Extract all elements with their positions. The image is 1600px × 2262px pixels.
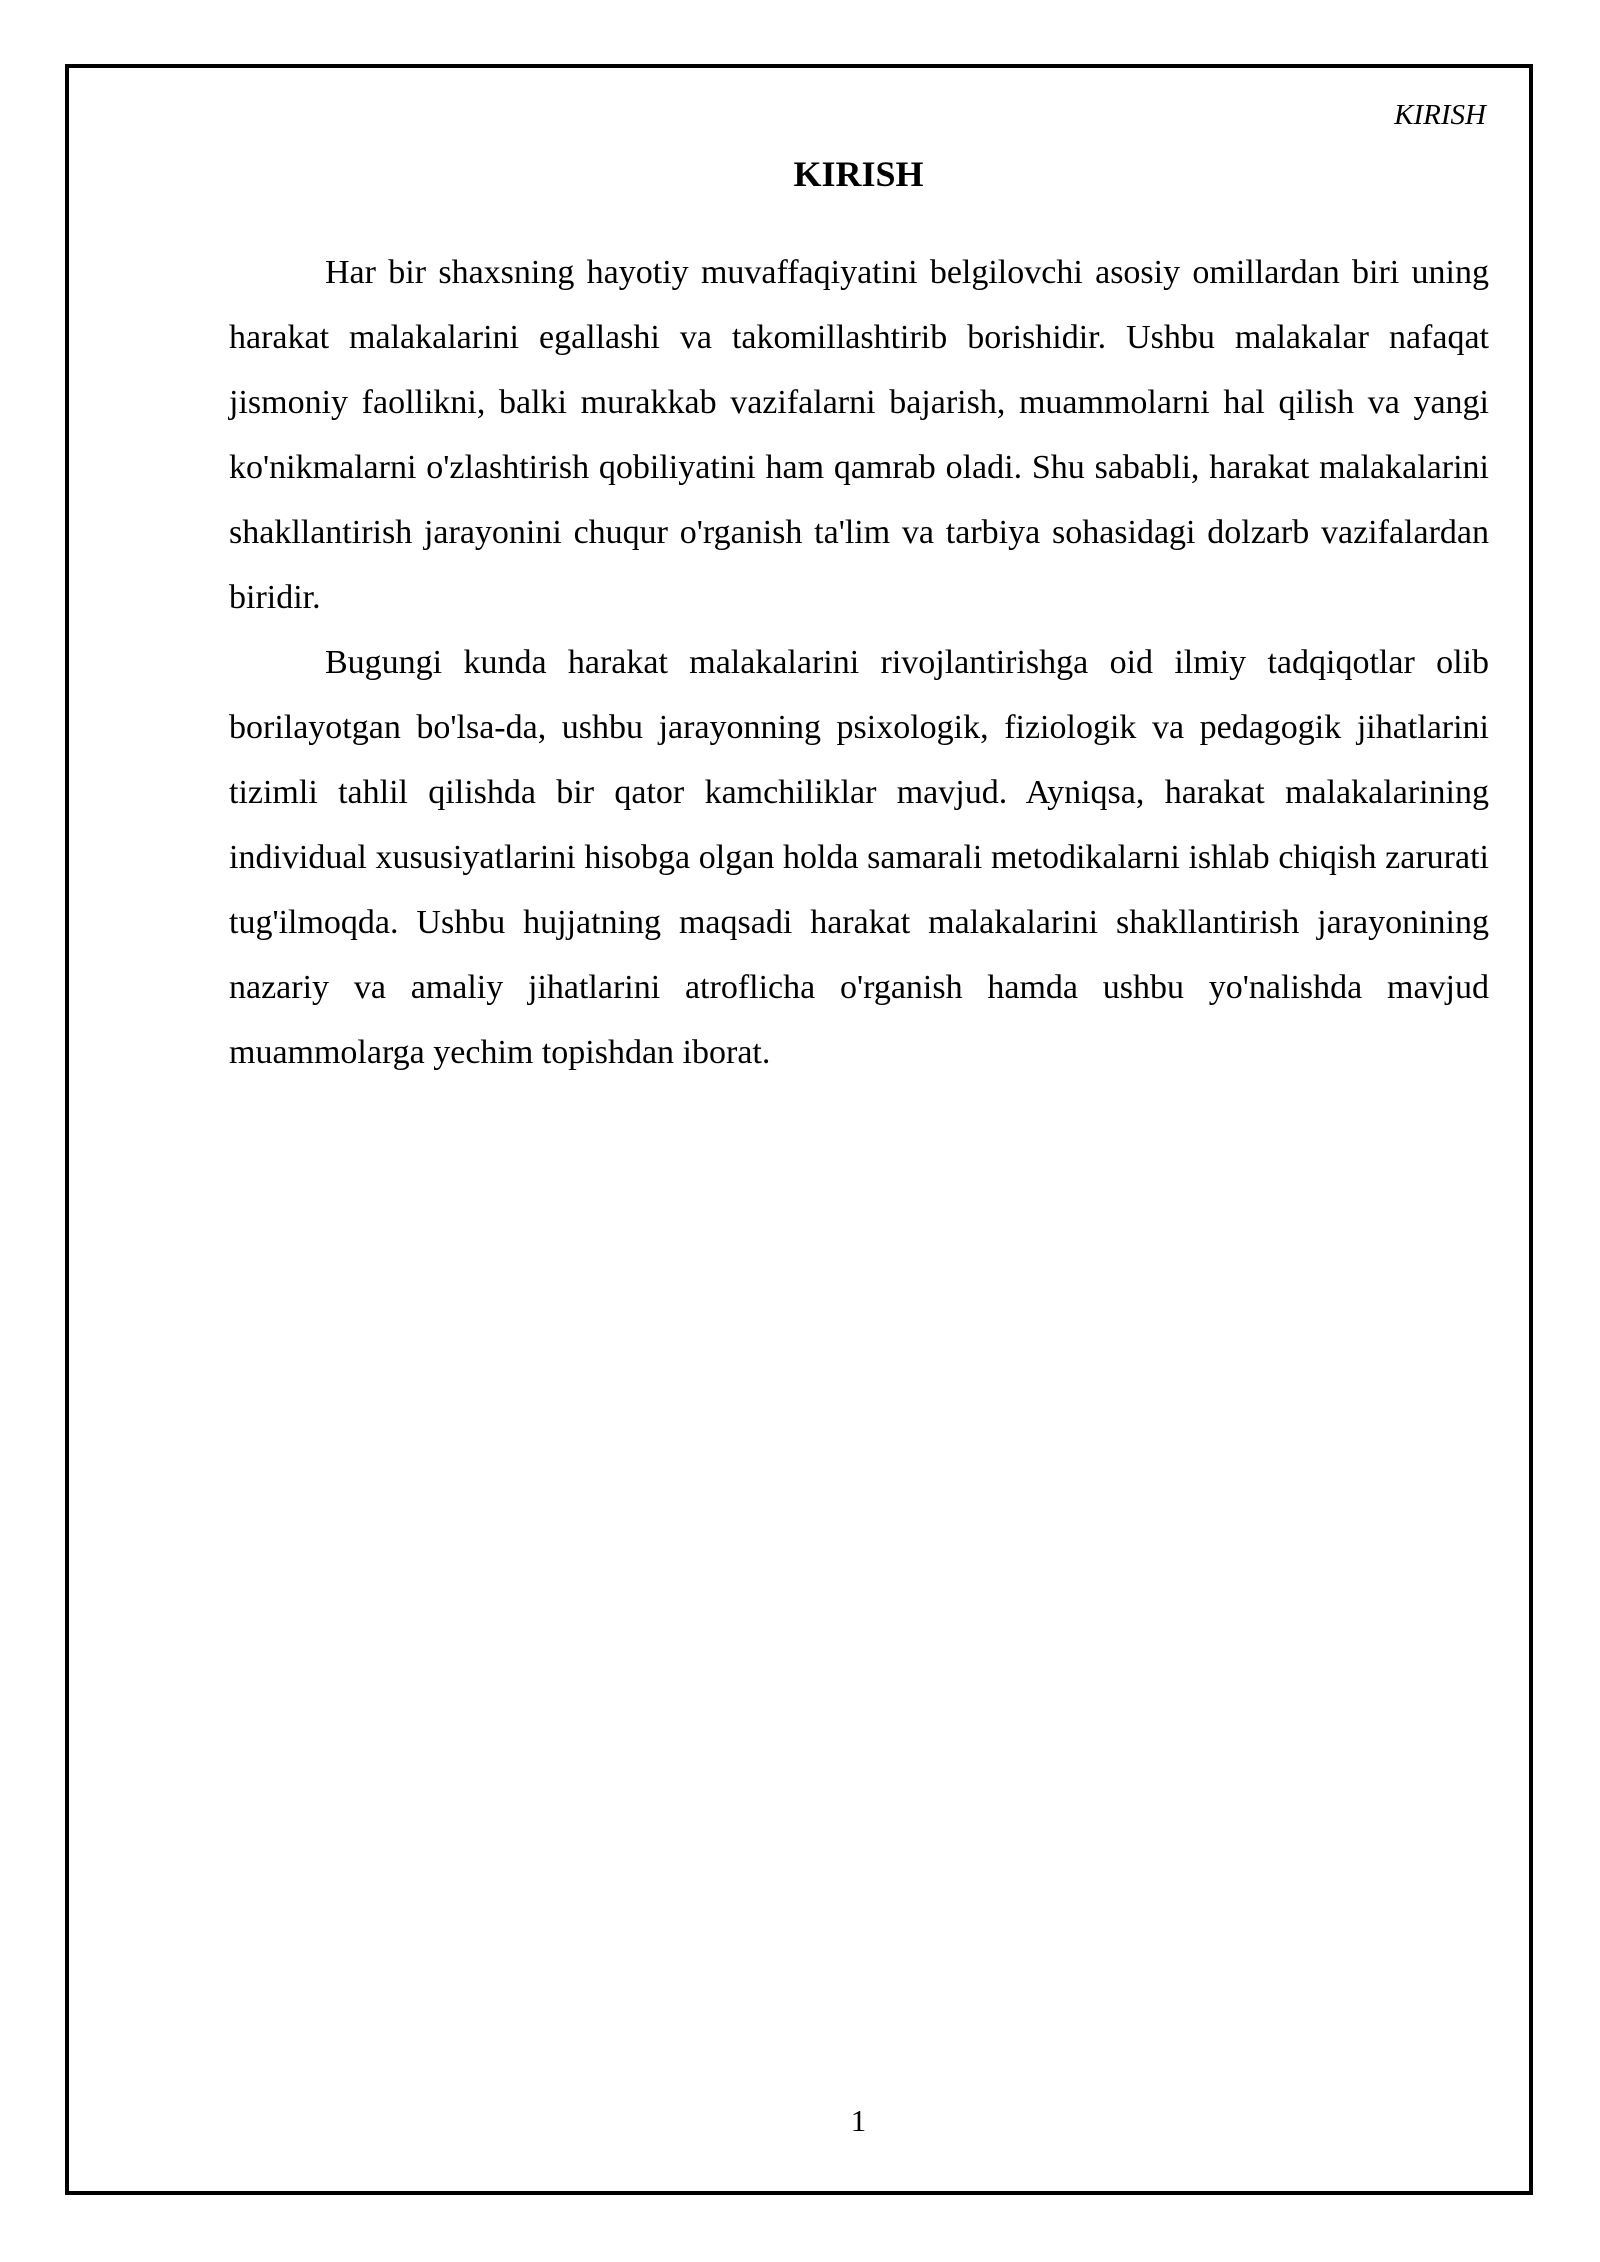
paragraph-2: Bugungi kunda harakat malakalarini rivojlantirishga oid ilmiy tadqiqotlar olib borilayotgan bo'lsa-da, ushbu jarayonning psixologik, fiziologik va pedagogik jihatlarini tizimli tahlil qilishda bir qator kamchiliklar mavjud. Ayniqsa, harakat malakalarining individual xususiyatlarini hisobga olgan holda samarali metodikalarni ishlab chiqish zarurati tug'ilmoqda. Ushbu hujjatning maqsadi harakat malakalarini shakllantirish jarayonining nazariy va amaliy jihatlarini atroflicha o'rganish hamda ushbu yo'nalishda mavjud muammolarga yechim topishdan iborat. bbox=[229, 644, 1489, 1071]
body-text bbox=[229, 240, 1489, 1085]
paragraph-1: Har bir shaxsning hayotiy muvaffaqiyatini belgilovchi asosiy omillardan biri uning harakat malakalarini egallashi va takomillashtirib borishidir. Ushbu malakalar nafaqat jismoniy faollikni, balki murakkab vazifalarni bajarish, muammolarni hal qilish va yangi ko'nikmalarni o'zlashtirish qobiliyatini ham qamrab oladi. Shu sababli, harakat malakalarini shakllantirish jarayonini chuqur o'rganish ta'lim va tarbiya sohasidagi dolzarb vazifalardan biridir. bbox=[229, 254, 1489, 616]
running-header: KIRISH bbox=[1394, 99, 1486, 131]
page-title: KIRISH bbox=[793, 154, 924, 194]
page-number: 1 bbox=[850, 2103, 867, 2138]
